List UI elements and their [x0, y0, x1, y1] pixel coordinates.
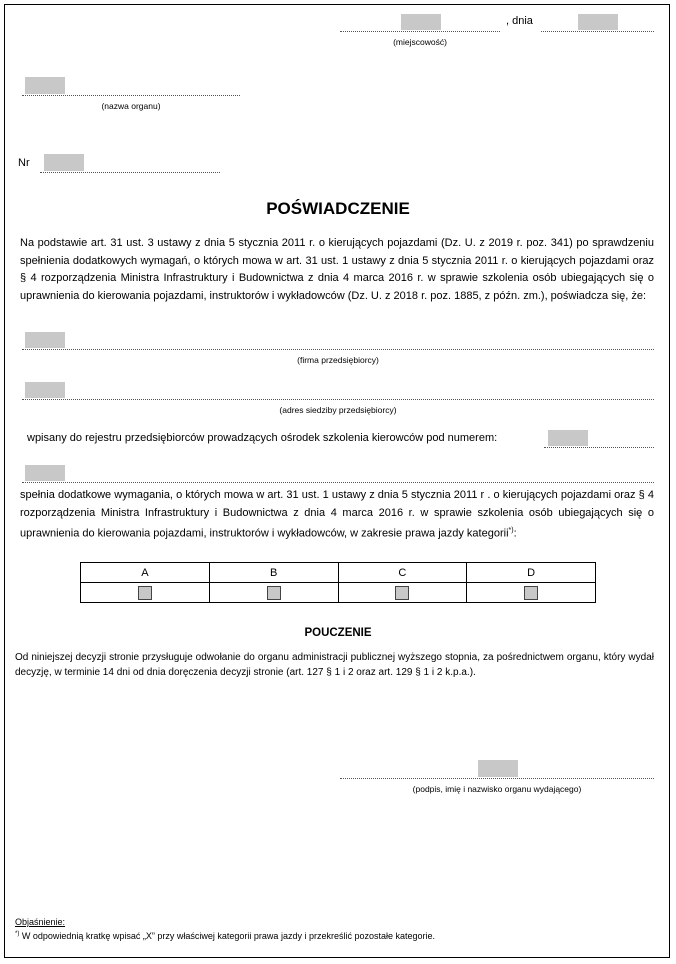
category-d-checkbox[interactable]	[524, 586, 538, 600]
footnote-mark: *)	[15, 931, 20, 937]
category-label: B	[209, 563, 338, 583]
firma-line	[22, 349, 654, 350]
rejestr-extra-line	[22, 482, 654, 483]
miejscowosc-line	[340, 31, 500, 32]
category-cell-c	[338, 583, 467, 603]
categories-header-row	[81, 563, 596, 583]
signature-input[interactable]	[478, 760, 518, 777]
category-label: A	[81, 563, 210, 583]
footnote-marker: *)	[508, 527, 514, 535]
signature-caption: (podpis, imię i nazwisko organu wydającego)	[412, 784, 582, 794]
organ-name-input[interactable]	[25, 77, 65, 94]
rejestr-extra-input[interactable]	[25, 465, 65, 481]
intro-paragraph: Na podstawie art. 31 ust. 3 ustawy z dnia 5 stycznia 2011 r. o kierujących pojazdami (Dz. U. z 2019 r. poz. 341) po sprawdzeniu spełnienia dodatkowych wymagań, o których mowa w art. 31 ust. 1 ustawy z dnia 5 stycznia 2011 r. o kierujących pojazdami oraz § 4 rozporządzenia Ministra Infrastruktury i Budownictwa z dnia 4 marca 2016 r. w sprawie szkolenia osób ubiegających się o uprawnienia do kierowania pojazdami, instruktorów i wykładowców (Dz. U. z 2018 r. poz. 1885, z późn. zm.), poświadcza się, że:	[20, 237, 654, 302]
category-cell-b	[209, 583, 338, 603]
rejestr-text: wpisany do rejestru przedsiębiorców prowadzących ośrodek szkolenia kierowców pod numerem:	[27, 432, 498, 444]
category-label: D	[467, 563, 596, 583]
adres-caption: (adres siedziby przedsiębiorcy)	[279, 405, 397, 415]
footnote-text: W odpowiednią kratkę wpisać „X” przy właściwej kategorii prawa jazdy i przekreślić pozostałe kategorie.	[19, 931, 436, 941]
category-cell-d	[467, 583, 596, 603]
adres-input[interactable]	[25, 382, 65, 398]
footnote-label: Objaśnienie:	[15, 917, 66, 927]
nr-label: Nr	[18, 157, 30, 169]
miejscowosc-caption: (miejscowość)	[393, 37, 447, 47]
firma-input[interactable]	[25, 332, 65, 348]
signature-line	[340, 778, 654, 779]
rejestr-number-input[interactable]	[548, 430, 588, 446]
rejestr-number-line	[544, 447, 654, 448]
document-title: POŚWIADCZENIE	[266, 199, 410, 218]
category-cell-a	[81, 583, 210, 603]
categories-checkbox-row	[81, 583, 596, 603]
adres-line	[22, 399, 654, 400]
spelnia-text: spełnia dodatkowe wymagania, o których mowa w art. 31 ust. 1 ustawy z dnia 5 stycznia 2011 r . o kierujących pojazdami oraz § 4 rozporządzenia Ministra Infrastruktury i Budownictwa z dnia 4 marca 2016 r. w sprawie szkolenia osób ubiegających się o uprawnienia do kierowania pojazdami, instruktorów i wykładowców, w zakresie prawa jazdy kategorii	[20, 489, 654, 541]
dnia-label: , dnia	[506, 15, 533, 27]
nr-input[interactable]	[44, 154, 84, 171]
categories-table	[80, 562, 596, 603]
category-b-checkbox[interactable]	[267, 586, 281, 600]
category-c-checkbox[interactable]	[395, 586, 409, 600]
footnote	[15, 931, 435, 941]
category-a-checkbox[interactable]	[138, 586, 152, 600]
date-line	[541, 31, 654, 32]
spelnia-colon: :	[513, 528, 517, 541]
firma-caption: (firma przedsiębiorcy)	[297, 355, 379, 365]
date-input[interactable]	[578, 14, 618, 30]
nr-line	[40, 172, 220, 173]
organ-name-line	[22, 95, 240, 96]
spelnia-paragraph	[20, 487, 654, 544]
category-label: C	[338, 563, 467, 583]
document-frame	[4, 4, 670, 958]
miejscowosc-input[interactable]	[401, 14, 441, 30]
pouczenie-title: POUCZENIE	[304, 627, 372, 639]
pouczenie-text: Od niniejszej decyzji stronie przysługuje odwołanie do organu administracji publicznej wyższego stopnia, za pośrednictwem organu, który wydał decyzję, w terminie 14 dni od dnia doręczenia decyzji stronie (art. 127 § 1 i 2 oraz art. 129 § 1 i 2 k.p.a.).	[15, 652, 654, 678]
organ-name-caption: (nazwa organu)	[101, 101, 161, 111]
